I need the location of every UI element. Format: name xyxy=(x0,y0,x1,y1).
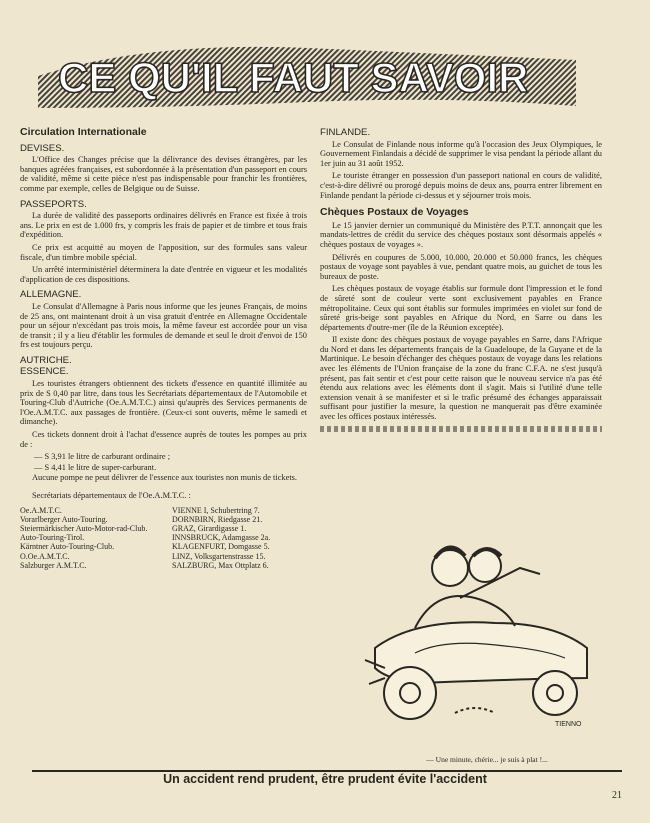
cartoon-caption: — Une minute, chérie... je suis à plat !... xyxy=(426,755,548,764)
allemagne-text: Le Consulat d'Allemagne à Paris nous informe que les jeunes Français, de moins de 25 ans, ont maintenant droit à un visa gratuit d'entrée en Allemagne Occidentale pour un séjour n'excédant pas trois mois, la même faveur est accordée pour un visa de transit ; il y a lieu d'établir les formules de demande et seul le droit d'envoi de 150 frs est toujours perçu. xyxy=(20,301,307,350)
right-column xyxy=(320,128,602,436)
cartoon-signature: TIENNO xyxy=(555,721,582,728)
banner-title: CE QU'IL FAUT SAVOIR xyxy=(58,54,529,101)
autriche-text-2: Ces tickets donnent droit à l'achat d'essence auprès de toutes les pompes au prix de : xyxy=(20,430,307,449)
autriche-text-3: Aucune pompe ne peut délivrer de l'essence aux touristes non munis de tickets. xyxy=(32,473,298,483)
section-title: Circulation Internationale xyxy=(20,126,147,138)
office-row: Steiermärkischer Auto-Motor-rad-Club. GRAZ, Girardigasse 1. xyxy=(20,524,247,533)
office-row: Auto-Touring-Tirol. INNSBRUCK, Adamgasse 2a. xyxy=(20,533,271,543)
heading-cheques: Chèques Postaux de Voyages xyxy=(320,206,469,219)
footer-slogan: Un accident rend prudent, être prudent évite l'accident xyxy=(163,772,487,786)
office-row: Vorarlberger Auto-Touring. DORNBIRN, Riedgasse 21. xyxy=(20,514,263,524)
autriche-text-1: Les touristes étrangers obtiennent des tickets d'essence en quantité illimitée au prix de S 0,40 par litre, dans tous les Secrétariats départementaux de l'Automobile et Touring-Club d'Autriche (Oe.A.M.T.C.) ainsi qu'auprès des Services permanents de l'Oe.A.M.T.C. aux passages de frontière. (Ceux-ci sont ouverts, même le samedi et dimanche). xyxy=(20,379,307,427)
cheques-text-4: Il existe donc des chèques postaux de voyage payables en Sarre, dans l'Afrique du Nord et dans les départements français de la Guadeloupe, de la Guyane et de la Martinique. Le besoin d'échanger des chèques postaux de voyage dans les relations avec les éléments de l'Union française de la zone du franc C.F.A. ne s'est jusqu'à présent, pas fait sentir et c'est pour cette raison que le nouveau service n'a pas été étendu aux relations avec les éléments dont il s'agit. Mais si l'utilité d'une telle extension venait à se manifester et si le trafic présumé des échanges apparaissait suffisant pour justifier la mesure, la question ne manquerait pas d'être examinée avec les offices postaux intéressés. xyxy=(320,335,602,422)
left-column xyxy=(20,128,307,570)
offices-list xyxy=(20,491,307,570)
cheques-text-1: Le 15 janvier dernier un communiqué du Ministère des P.T.T. annonçait que les mandats-lettres de crédit du service des chèques postaux sont désormais appelés « chèques postaux de voyages ». xyxy=(320,220,602,249)
office-row: Oe.A.M.T.C. VIENNE I, Schubertring 7. xyxy=(20,505,260,515)
finlande-text-1: Le Consulat de Finlande nous informe qu'à l'occasion des Jeux Olympiques, le Gouvernement Finlandais a décidé de supprimer le visa pendant la période allant du 1er juin au 31 août 1952. xyxy=(320,139,602,168)
passeports-text-2: Ce prix est acquitté au moyen de l'apposition, sur des formules sans valeur fiscale, d'un timbre mobile spécial. xyxy=(20,242,307,262)
heading-passeports: PASSEPORTS. xyxy=(20,198,87,210)
office-row: O.Oe.A.M.T.C. LINZ, Volksgartenstrasse 15. xyxy=(20,551,266,561)
cheques-text-3: Les chèques postaux de voyage établis sur formule dont l'impression et le fond de sûreté sont de couleur verte sont exclusivement payables en France métropolitaine. Ceux qui sont établis sur formules imprimées en violet sur fond de sûreté gris-beige sont payables en Afrique du Nord, en Sarre ou dans les départements d'outre-mer (île de la Réunion exceptée). xyxy=(320,284,602,332)
cartoon-illustration xyxy=(355,528,607,742)
heading-allemagne: ALLEMAGNE. xyxy=(20,289,82,301)
offices-intro: Secrétariats départementaux de l'Oe.A.M.T.C. : xyxy=(32,491,191,500)
heading-essence: ESSENCE. xyxy=(20,366,69,378)
devises-text: L'Office des Changes précise que la délivrance des devises étrangères, par les banques agréées françaises, est subordonnée à la présentation d'un passeport en cours de validité, même si cette pièce n'est pas indispensable pour franchir les frontières, comme par exemple, celles de Belgique ou de Suisse. xyxy=(20,155,307,193)
passeports-text-1: La durée de validité des passeports ordinaires délivrés en France est fixée à trois ans. Le prix en est de 1.000 frs, y compris les frais de papier et de timbre et tous frais d'expédition. xyxy=(20,211,307,240)
hero-banner xyxy=(28,36,588,114)
finlande-text-2: Le touriste étranger en possession d'un passeport national en cours de validité, c'est-à-dire délivré ou prorogé depuis moins de deux ans, pourra entrer librement en Finlande pendant la période ci-dessus et y séjourner trois mois. xyxy=(320,171,602,200)
heading-devises: DEVISES. xyxy=(20,142,65,154)
cheques-text-2: Délivrés en coupures de 5.000, 10.000, 20.000 et 50.000 francs, les chèques postaux de voyage sont payables à vue, pendant quatre mois, au guichet de tous les bureaux de poste. xyxy=(320,252,602,281)
price-line-super: — S 4,41 le litre de super-carburant. xyxy=(34,462,157,472)
page-number: 21 xyxy=(612,790,622,801)
heading-autriche: AUTRICHE. xyxy=(20,354,72,366)
passeports-text-3: Un arrêté interministériel déterminera la date d'entrée en vigueur et les modalités d'application de ces dispositions. xyxy=(20,265,307,284)
heading-finlande: FINLANDE. xyxy=(320,127,371,138)
office-row: Kärntner Auto-Touring-Club. KLAGENFURT, Domgasse 5. xyxy=(20,542,270,552)
wavy-divider xyxy=(320,426,602,432)
price-line-ordinary: — S 3,91 le litre de carburant ordinaire ; xyxy=(34,452,171,462)
office-row: Salzburger A.M.T.C. SALZBURG, Max Ottplatz 6. xyxy=(20,560,269,570)
